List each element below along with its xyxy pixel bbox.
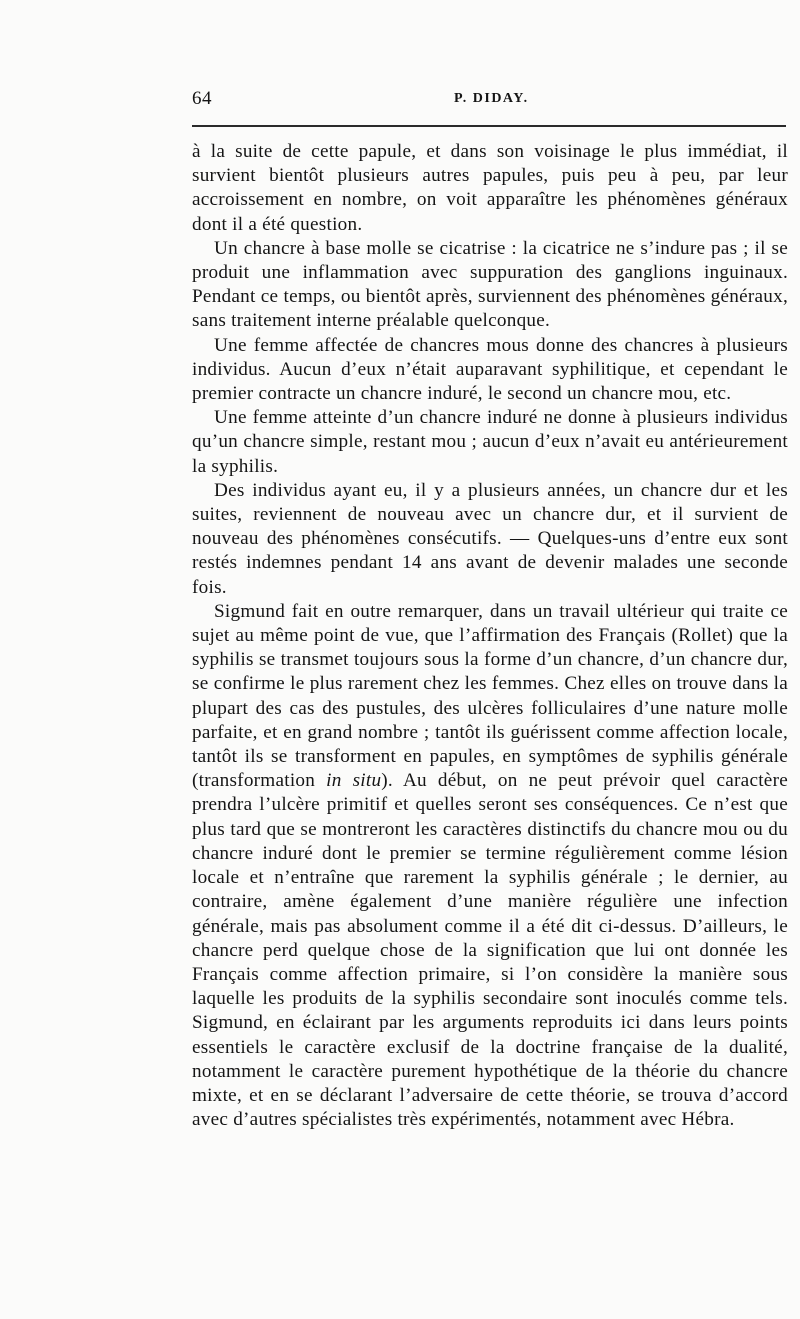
- paragraph-3: Une femme affectée de chancres mous donne des chancres à plusieurs individus. Aucun d’eux n’était auparavant syphilitique, et cependant le premier contracte un chancre induré, le second un chancre mou, etc.: [192, 334, 788, 405]
- paragraph-5: Des individus ayant eu, il y a plusieurs années, un chancre dur et les suites, reviennent de nouveau avec un chancre dur, et il survient de nouveau des phénomènes consécutifs. — Quelques-uns d’entre eux sont restés indemnes pendant 14 ans avant de devenir malades une seconde fois.: [192, 479, 788, 598]
- page-header: [192, 88, 788, 112]
- paragraph-1: à la suite de cette papule, et dans son voisinage le plus immédiat, il survient bientôt plusieurs autres papules, puis peu à peu, par leur accroissement en nombre, on voit apparaître les phénomènes généraux dont il a été question.: [192, 141, 788, 235]
- paragraph-6-part-1: Sigmund fait en outre remarquer, dans un travail ultérieur qui traite ce sujet au même point de vue, que l’affirmation des Français (Rollet) que la syphilis se transmet toujours sous la forme d’un chancre, d’un chancre dur, se confirme le plus rarement chez les femmes. Chez elles on trouve dans la plupart des cas des pustules, des ulcères folliculaires d’une nature molle parfaite, et en grand nombre ; tantôt ils guérissent comme affection locale, tantôt ils se transforment en papules, en symptômes de syphilis générale (transformation: [192, 600, 788, 792]
- body-text: [192, 140, 788, 1132]
- header-rule: [192, 125, 786, 127]
- paragraph-6: [192, 600, 788, 1132]
- paragraph-6-italic: in situ: [326, 770, 382, 792]
- paragraph-4: Une femme atteinte d’un chancre induré ne donne à plusieurs individus qu’un chancre simple, restant mou ; aucun d’eux n’avait eu antérieurement la syphilis.: [192, 407, 788, 477]
- paragraph-6-part-2: ). Au début, on ne peut prévoir quel caractère prendra l’ulcère primitif et quelles seront ses conséquences. Ce n’est que plus tard que se montreront les caractères distinctifs du chancre mou ou du chancre induré dont le premier se termine régulièrement comme lésion locale et n’entraîne que rarement la syphilis générale ; le dernier, au contraire, amène également d’une manière régulière une infection générale, mais pas absolument comme il a été dit ci-dessus. D’ailleurs, le chancre perd quelque chose de la signification que lui ont donnée les Français comme affection primaire, si l’on considère la manière sous laquelle les produits de la syphilis secondaire sont inoculés comme tels. Sigmund, en éclairant par les arguments reproduits ici dans leurs points essentiels le caractère exclusif de la doctrine française de la dualité, notamment le caractère purement hypothétique de la théorie du chancre mixte, et en se déclarant l’adversaire de cette théorie, se trouva d’accord avec d’autres spécialistes très expérimentés, notamment avec Hébra.: [192, 770, 788, 1131]
- page-number: 64: [192, 88, 212, 109]
- running-head: P. DIDAY.: [454, 91, 529, 106]
- paragraph-2: Un chancre à base molle se cicatrise : la cicatrice ne s’indure pas ; il se produit une inflammation avec suppuration des ganglions inguinaux. Pendant ce temps, ou bientôt après, surviennent des phénomènes généraux, sans traitement interne préalable quelconque.: [192, 237, 788, 332]
